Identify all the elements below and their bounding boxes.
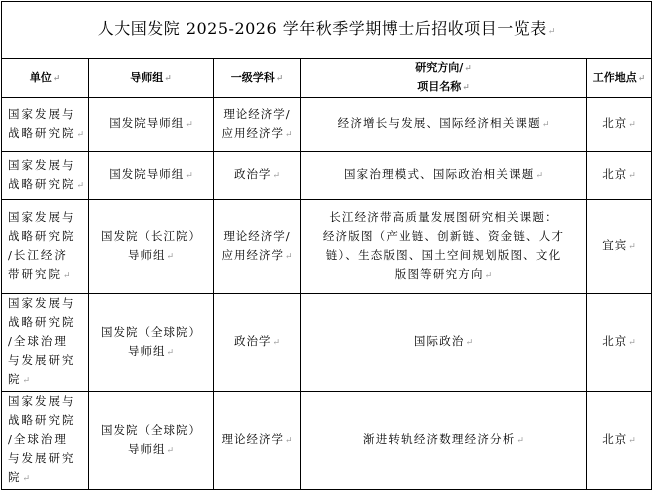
- cell-discipline-text: 应用经济学: [221, 125, 284, 140]
- cell-location: [587, 152, 652, 200]
- cell-direction-text: 国际政治: [413, 334, 465, 348]
- cell-location: [587, 200, 652, 294]
- cell-group: [89, 392, 214, 490]
- cell-group-text: 导师组: [127, 247, 166, 262]
- cell-location: [587, 392, 652, 490]
- cell-unit: [2, 392, 89, 490]
- return-mark: ↵: [465, 338, 474, 348]
- cell-unit-text: 战略研究院: [8, 125, 76, 140]
- header-row: [2, 59, 652, 98]
- cell-unit: [2, 98, 89, 152]
- cell-unit-text: 院: [8, 372, 22, 386]
- return-mark: ↵: [272, 338, 281, 348]
- table-row: [2, 200, 652, 294]
- cell-discipline-text: 理论经济学/: [223, 106, 291, 121]
- return-mark: ↵: [628, 171, 636, 181]
- cell-group: [89, 294, 214, 392]
- cell-location-text: 宜宾: [602, 238, 628, 252]
- cell-unit-text: 国家发展与: [8, 157, 76, 172]
- return-mark: ↵: [628, 120, 636, 130]
- return-mark: ↵: [185, 120, 193, 130]
- table-title: [2, 2, 652, 59]
- cell-direction: [301, 392, 587, 490]
- header-direction: 研究方向/↵ 项目名称↵: [301, 59, 587, 98]
- cell-discipline-text: 理论经济学/: [223, 228, 291, 243]
- cell-location: [587, 98, 652, 152]
- cell-unit-text: /长江经济: [8, 247, 68, 262]
- cell-unit-text: 国家发展与: [8, 209, 76, 224]
- return-mark: ↵: [541, 120, 550, 130]
- cell-discipline-text: 应用经济学: [221, 247, 284, 262]
- cell-direction: [301, 294, 587, 392]
- return-mark: ↵: [22, 474, 31, 484]
- cell-unit: [2, 200, 89, 294]
- cell-unit-text: 国家发展与: [8, 106, 76, 121]
- return-mark: ↵: [166, 347, 175, 358]
- cell-group: [89, 200, 214, 294]
- return-mark: ↵: [628, 242, 636, 252]
- cell-direction-text: 版图等研究方向: [394, 266, 484, 281]
- return-mark: ↵: [272, 171, 281, 181]
- cell-unit: [2, 294, 89, 392]
- table-row: [2, 294, 652, 392]
- cell-unit: [2, 152, 89, 200]
- cell-direction-text: 经济增长与发展、国际经济相关课题: [337, 116, 541, 130]
- cell-discipline: [214, 152, 301, 200]
- return-mark: ↵: [185, 171, 193, 181]
- table-body: [2, 98, 652, 490]
- cell-unit-text: 与发展研究: [8, 353, 76, 367]
- cell-direction-text: 渐进转轨经济数理经济分析: [363, 432, 516, 446]
- header-discipline: 一级学科↵: [214, 59, 301, 98]
- return-mark: ↵: [76, 180, 85, 191]
- cell-unit-text: 国家发展与: [8, 296, 76, 310]
- cell-location-text: 北京: [602, 432, 628, 446]
- header-group: 导师组↵: [89, 59, 214, 98]
- cell-unit-text: 带研究院: [8, 266, 62, 281]
- cell-group-text: 国发院导师组: [109, 116, 185, 130]
- return-mark: ↵: [284, 436, 293, 446]
- cell-discipline: [214, 98, 301, 152]
- postdoc-projects-table: [1, 1, 652, 490]
- cell-discipline-text: 政治学: [233, 167, 272, 181]
- cell-unit-text: 战略研究院: [8, 228, 76, 243]
- return-mark: ↵: [535, 171, 544, 181]
- header-location: 工作地点↵: [587, 59, 652, 98]
- cell-group-text: 国发院（全球院）: [101, 422, 201, 437]
- cell-direction: [301, 200, 587, 294]
- return-mark: ↵: [547, 26, 556, 37]
- cell-group-text: 国发院导师组: [109, 167, 185, 181]
- table-row: [2, 152, 652, 200]
- return-mark: ↵: [628, 338, 636, 348]
- header-unit: 单位↵: [2, 59, 89, 98]
- cell-discipline-text: 政治学: [233, 334, 272, 348]
- cell-group-text: 国发院（长江院）: [101, 228, 201, 243]
- return-mark: ↵: [22, 376, 31, 386]
- return-mark: ↵: [76, 129, 85, 140]
- cell-unit-text: 与发展研究: [8, 451, 76, 465]
- return-mark: ↵: [284, 251, 293, 262]
- return-mark: ↵: [166, 251, 175, 262]
- cell-location-text: 北京: [602, 167, 628, 181]
- return-mark: ↵: [516, 436, 524, 446]
- return-mark: ↵: [628, 436, 636, 446]
- table-title-text: 人大国发院 2025-2026 学年秋季学期博士后招收项目一览表: [97, 18, 547, 38]
- cell-direction-text: 链）、生态版图、国土空间规划版图、文化: [325, 247, 562, 262]
- cell-discipline: [214, 392, 301, 490]
- cell-location-text: 北京: [602, 116, 628, 130]
- cell-discipline: [214, 200, 301, 294]
- cell-discipline: [214, 294, 301, 392]
- cell-unit-text: 国家发展与: [8, 394, 76, 408]
- cell-unit-text: 战略研究院: [8, 413, 76, 427]
- table-row: [2, 392, 652, 490]
- cell-unit-text: 战略研究院: [8, 315, 76, 329]
- cell-group-text: 导师组: [127, 343, 166, 358]
- cell-group: [89, 98, 214, 152]
- cell-unit-text: 战略研究院: [8, 176, 76, 191]
- cell-direction: [301, 98, 587, 152]
- cell-direction-text: 国家治理模式、国际政治相关课题: [343, 167, 535, 181]
- return-mark: ↵: [166, 445, 175, 456]
- cell-unit-text: /全球治理: [8, 334, 68, 348]
- return-mark: ↵: [63, 270, 71, 281]
- cell-unit-text: 院: [8, 470, 22, 484]
- cell-direction-text: 经济版图（产业链、创新链、资金链、人才: [322, 228, 565, 243]
- return-mark: ↵: [284, 129, 293, 140]
- cell-group: [89, 152, 214, 200]
- return-mark: ↵: [484, 270, 493, 281]
- cell-group-text: 导师组: [127, 441, 166, 456]
- cell-group-text: 国发院（全球院）: [101, 324, 201, 339]
- cell-unit-text: /全球治理: [8, 432, 68, 446]
- cell-direction-text: 长江经济带高质量发展图研究相关课题：: [329, 209, 558, 224]
- cell-direction: [301, 152, 587, 200]
- cell-location: [587, 294, 652, 392]
- cell-location-text: 北京: [602, 334, 628, 348]
- table-row: [2, 98, 652, 152]
- cell-discipline-text: 理论经济学: [221, 432, 284, 446]
